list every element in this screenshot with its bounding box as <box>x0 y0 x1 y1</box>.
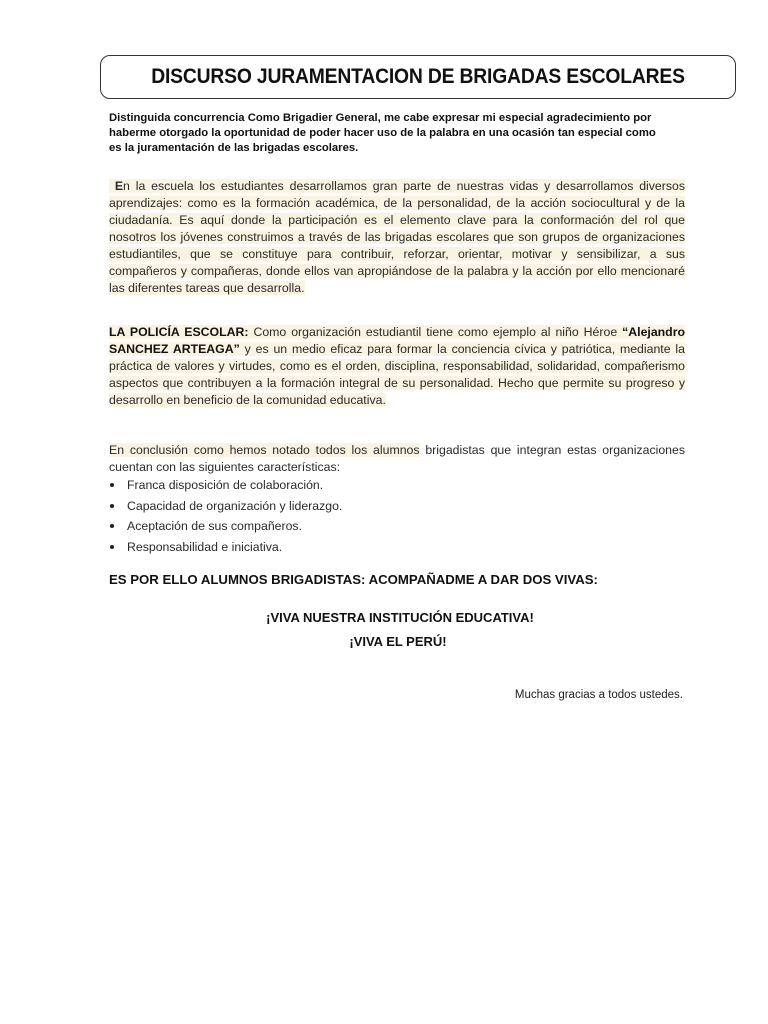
paragraph-school-police <box>109 324 685 409</box>
paragraph-school <box>109 178 685 297</box>
intro-line: Distinguida concurrencia Como Brigadier General, me cabe expresar mi especial agradecimiento por <box>109 112 652 124</box>
closing-statement: ES POR ELLO ALUMNOS BRIGADISTAS: ACOMPAÑADME A DAR DOS VIVAS: <box>109 572 598 587</box>
list-item-text: Franca disposición de colaboración. <box>127 478 324 493</box>
bullet-icon <box>110 504 114 508</box>
bullet-icon <box>110 524 114 528</box>
list-item <box>109 516 685 537</box>
title-box <box>100 55 736 99</box>
intro-paragraph <box>109 111 684 157</box>
characteristics-list <box>109 475 685 557</box>
thanks-note: Muchas gracias a todos ustedes. <box>514 689 683 701</box>
intro-line: es la juramentación de las brigadas escolares. <box>109 142 359 155</box>
drop-initial: E <box>114 179 124 193</box>
list-item <box>109 537 685 558</box>
viva-institution: ¡VIVA NUESTRA INSTITUCIÓN EDUCATIVA! <box>266 610 534 625</box>
list-item-text: Aceptación de sus compañeros. <box>127 519 302 534</box>
paragraph-school-body: n la escuela los estudiantes desarrollamos gran parte de nuestras vidas y desarrollamos diversos aprendizajes: como es la formación académica, de la personalidad, de la acción sociocultural y de la ciudadanía. Es aquí donde la participación es el elemento clave para la conformación del rol que nosotros los jóvenes construimos a través de las brigadas escolares que son grupos de organizaciones estudiantiles, que se constituye para contribuir, reforzar, orientar, motivar y sensibilizar, a sus compañeros y compañeras, donde ellos van apropiándose de la palabra y la acción por ello mencionaré las diferentes tareas que desarrolla. <box>109 179 685 295</box>
intro-line: haberme otorgado la oportunidad de poder hacer uso de la palabra en una ocasión tan especial como <box>109 127 656 140</box>
bullet-icon <box>110 483 114 487</box>
hero-name: “Alejandro SANCHEZ ARTEAGA” <box>109 325 685 356</box>
list-item <box>109 475 685 496</box>
viva-peru: ¡VIVA EL PERÚ! <box>349 634 447 649</box>
paragraph-police-text <box>109 325 685 407</box>
list-item <box>109 496 685 517</box>
paragraph-school-text <box>109 179 685 295</box>
document-title: DISCURSO JURAMENTACION DE BRIGADAS ESCOLARES <box>151 65 685 88</box>
conclusion-highlight: En conclusión como hemos notado todos los alumnos <box>109 443 420 457</box>
list-item-text: Responsabilidad e iniciativa. <box>127 539 283 554</box>
paragraph-conclusion <box>109 442 685 476</box>
paragraph-police-body-1: Como organización estudiantil tiene como ejemplo al niño Héroe <box>248 325 623 339</box>
list-item-text: Capacidad de organización y liderazgo. <box>127 498 343 513</box>
paragraph-police-body-2: y es un medio eficaz para formar la conciencia cívica y patriótica, mediante la práctica de valores y virtudes, como es el orden, disciplina, responsabilidad, solidaridad, compañerismo aspectos que contribuyen a la formación integral de su personalidad. Hecho que permite su progreso y desarrollo en beneficio de la comunidad educativa. <box>109 342 685 407</box>
bullet-icon <box>110 545 114 549</box>
section-label: LA POLICÍA ESCOLAR: <box>109 325 249 339</box>
conclusion-body: brigadistas que integran estas organizaciones cuentan con las siguientes características: <box>109 443 685 474</box>
